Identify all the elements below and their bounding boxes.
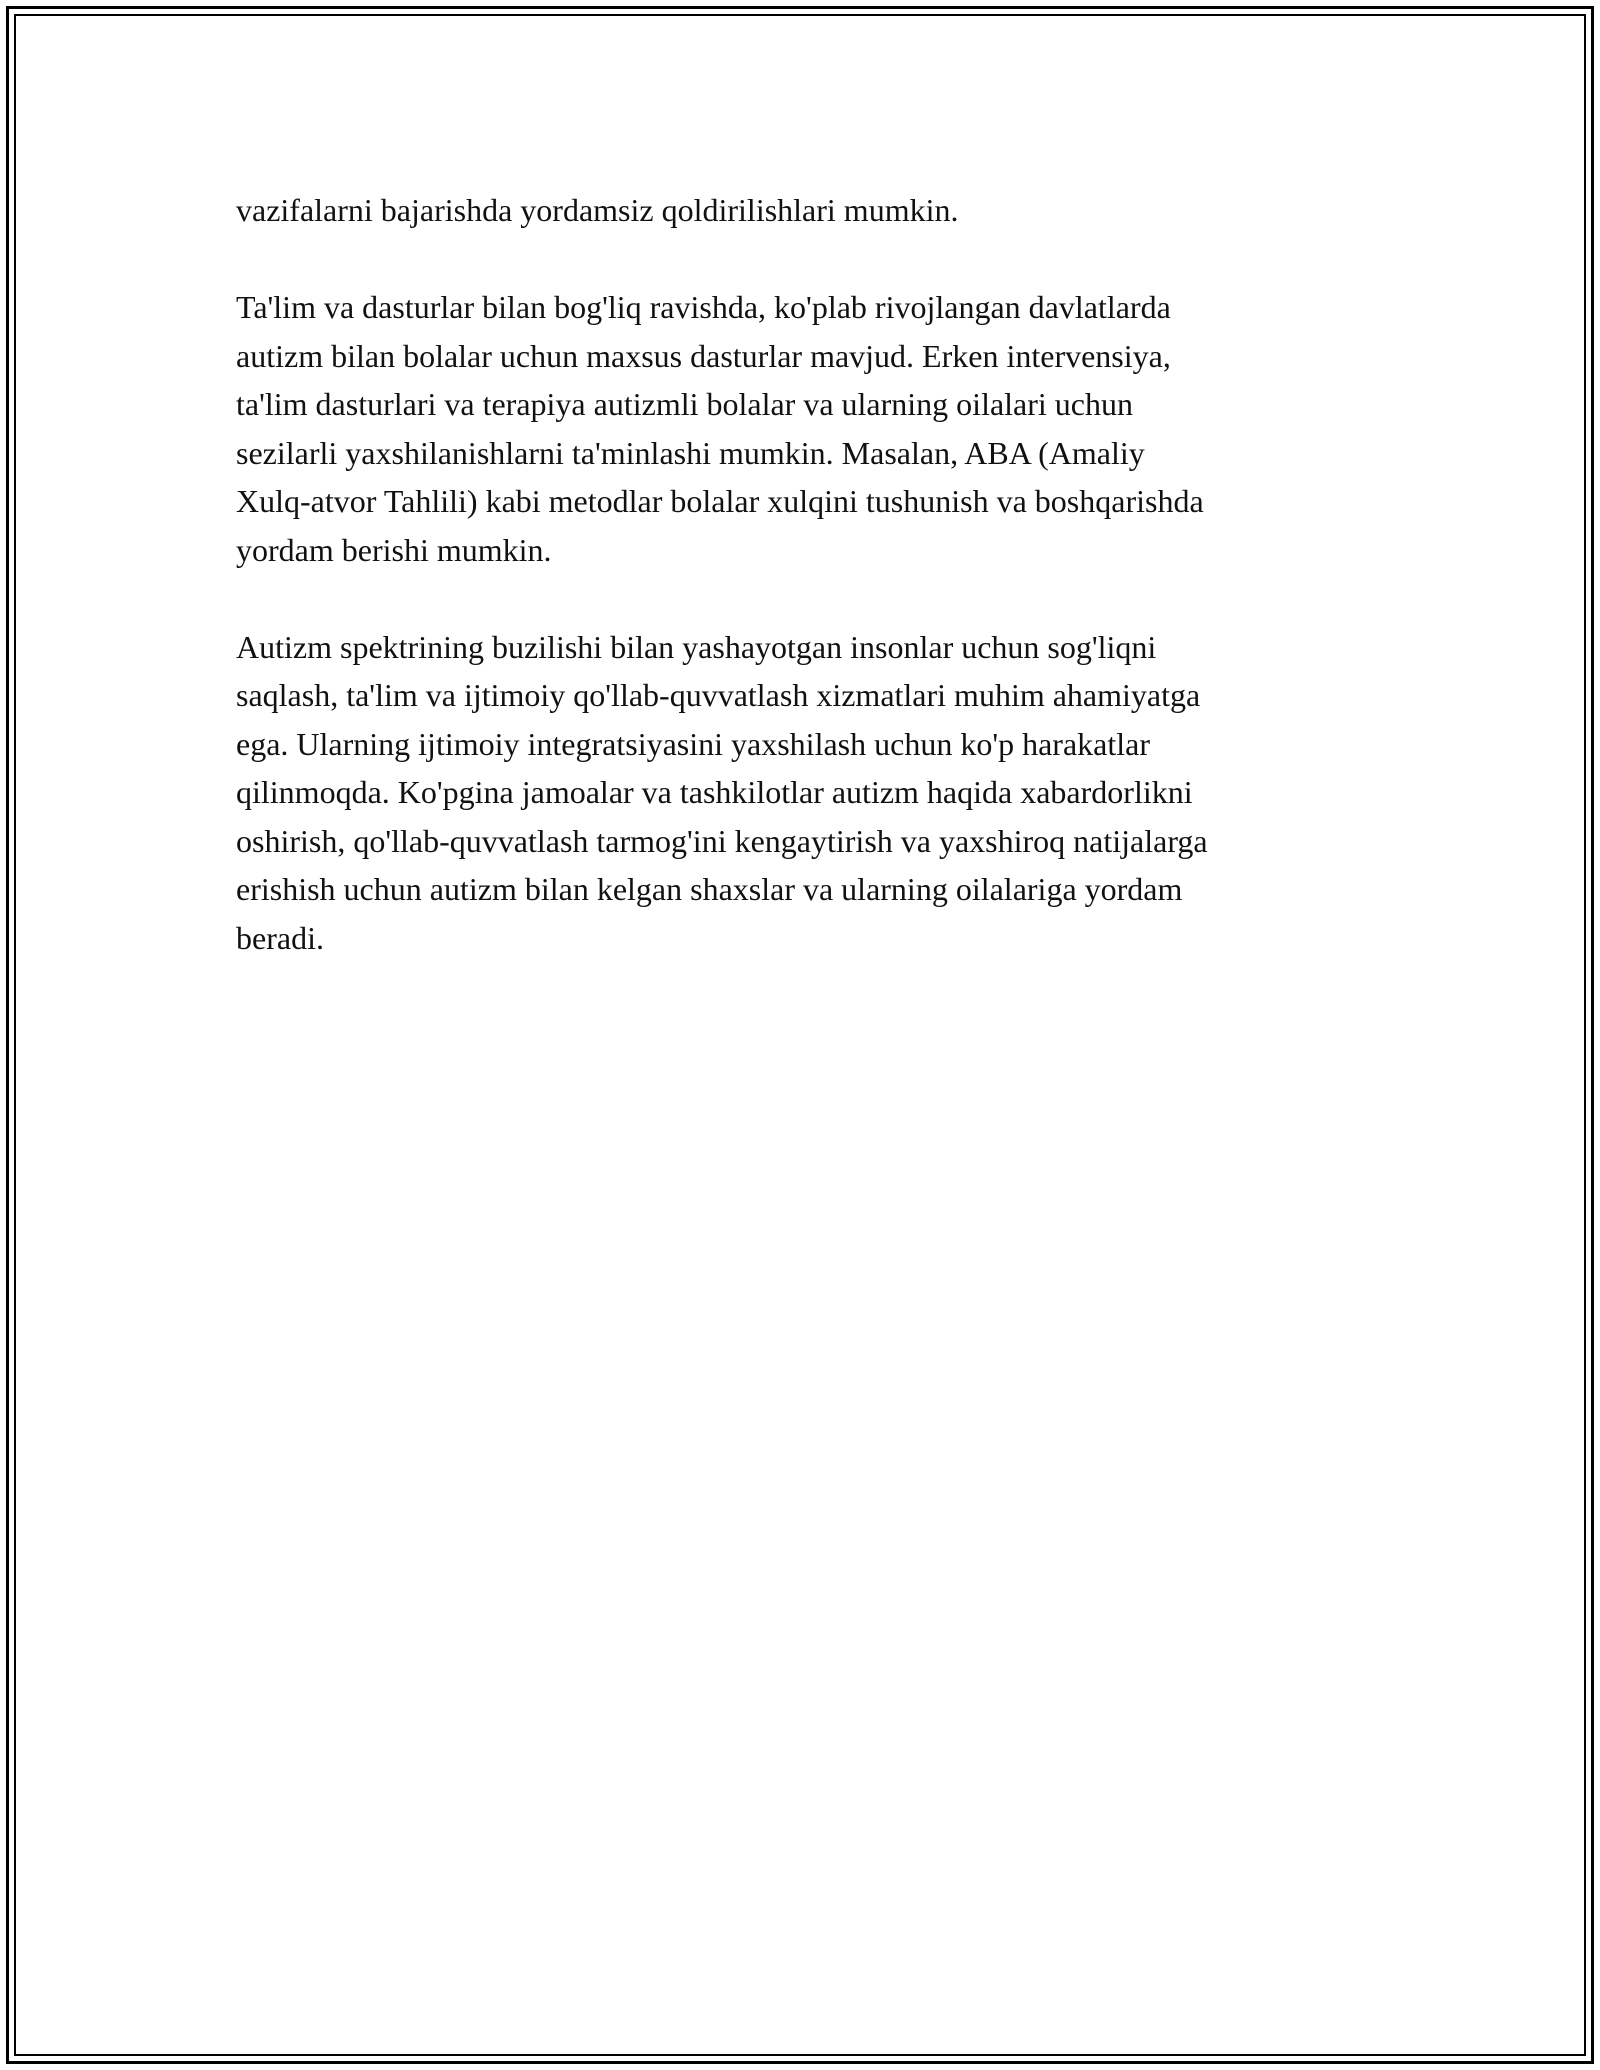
text-line: yordam berishi mumkin. — [236, 531, 552, 568]
text-line: ta'lim dasturlari va terapiya autizmli bolalar va ularning oilalari uchun — [236, 386, 1133, 422]
text-line: qilinmoqda. Ko'pgina jamoalar va tashkilotlar autizm haqida xabardorlikni — [236, 774, 1193, 810]
text-line: oshirish, qo'llab-quvvatlash tarmog'ini kengaytirish va yaxshiroq natijalarga — [236, 822, 1208, 859]
text-line: erishish uchun autizm bilan kelgan shaxslar va ularning oilalariga yordam — [236, 871, 1183, 907]
text-line: vazifalarni bajarishda yordamsiz qoldirilishlari mumkin. — [236, 192, 959, 228]
text-line: autizm bilan bolalar uchun maxsus dasturlar mavjud. Erken intervensiya, — [236, 337, 1171, 374]
text-line: saqlash, ta'lim va ijtimoiy qo'llab-quvvatlash xizmatlari muhim ahamiyatga — [236, 677, 1201, 713]
paragraph-2 — [236, 283, 1366, 574]
text-line: Autizm spektrining buzilishi bilan yashayotgan insonlar uchun sog'liqni — [236, 628, 1157, 665]
text-line: Xulq-atvor Tahlili) kabi metodlar bolalar xulqini tushunish va boshqarishda — [236, 483, 1204, 519]
text-line: beradi. — [236, 919, 324, 956]
paragraph-1 — [236, 186, 1366, 235]
text-line: sezilarli yaxshilanishlarni ta'minlashi mumkin. Masalan, ABA (Amaliy — [236, 434, 1145, 471]
text-line: Ta'lim va dasturlar bilan bog'liq ravishda, ko'plab rivojlangan davlatlarda — [236, 289, 1171, 325]
text-line: ega. Ularning ijtimoiy integratsiyasini yaxshilash uchun ko'p harakatlar — [236, 725, 1150, 762]
document-body — [236, 186, 1366, 1011]
paragraph-3 — [236, 623, 1366, 963]
